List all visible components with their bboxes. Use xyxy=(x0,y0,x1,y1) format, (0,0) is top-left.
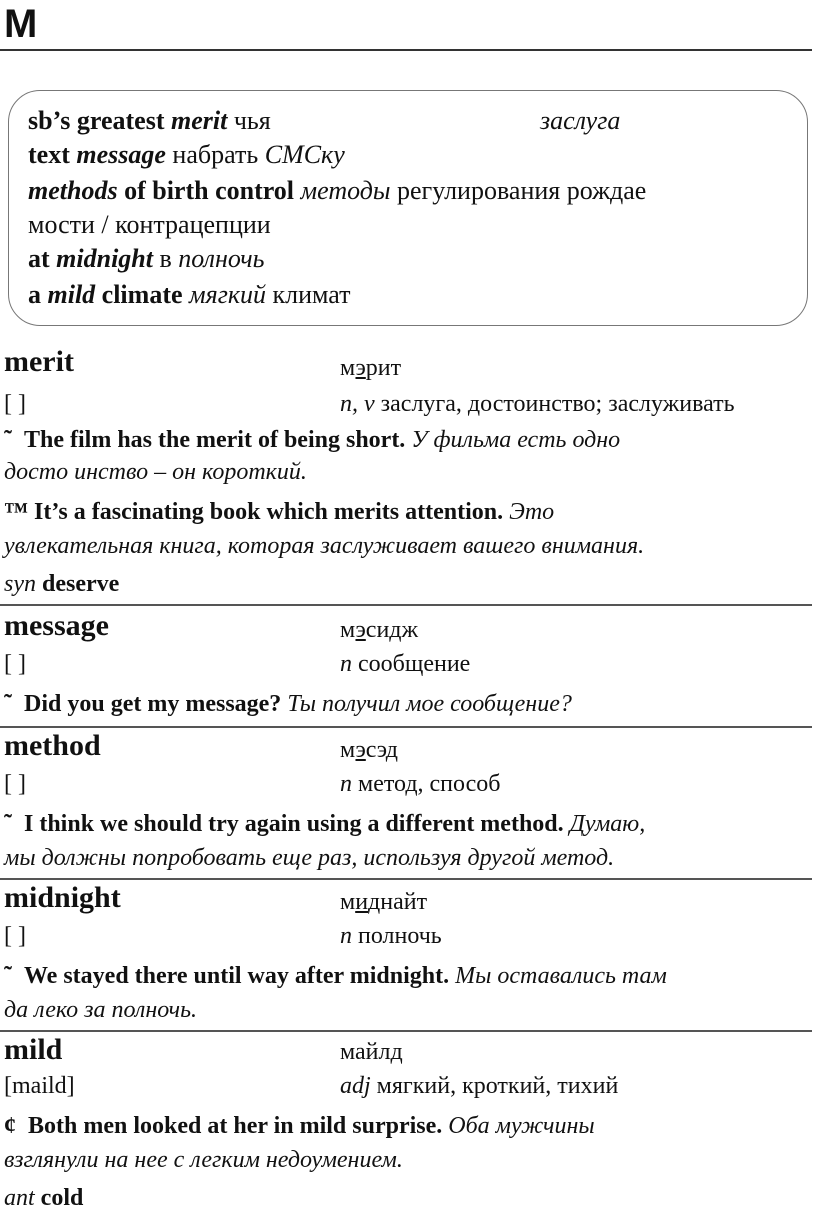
phrase-line: мости / контрацепции xyxy=(28,210,271,239)
section-letter: M xyxy=(4,2,38,46)
antonym: ant cold xyxy=(4,1185,84,1211)
headword: midnight xyxy=(4,881,121,914)
entry-divider xyxy=(0,1030,812,1032)
example-translation: да леко за полночь. xyxy=(4,997,198,1023)
example: ™ It’s a fascinating book which merits attention. Это xyxy=(4,499,555,525)
entry-divider xyxy=(0,604,812,606)
example: ˜ Did you get my message? Ты получил мое сообщение? xyxy=(4,691,572,717)
header-rule xyxy=(0,49,812,51)
phrase-line: methods of birth control методы регулирования рождае xyxy=(28,176,647,205)
example: ¢ Both men looked at her in mild surprise. Оба мужчины xyxy=(4,1113,595,1139)
example-translation: взглянули на нее с легким недоумением. xyxy=(4,1147,403,1173)
transcription: [ ] xyxy=(4,651,26,677)
pronunciation: мэрит xyxy=(340,355,402,381)
entry-divider xyxy=(0,726,812,728)
definition: adj мягкий, кроткий, тихий xyxy=(340,1073,619,1099)
definition: n метод, способ xyxy=(340,771,501,797)
headword: mild xyxy=(4,1033,63,1066)
headword: merit xyxy=(4,345,74,378)
phrase-line: sb’s greatest merit чья xyxy=(28,106,271,135)
pronunciation: миднайт xyxy=(340,889,428,915)
headword: message xyxy=(4,609,109,642)
example-translation: увлекательная книга, которая заслуживает вашего внимания. xyxy=(4,533,645,559)
phrase-line: a mild climate мягкий климат xyxy=(28,280,351,309)
definition: n сообщение xyxy=(340,651,471,677)
phrase-line: text message набрать СМСку xyxy=(28,140,345,169)
transcription: [ ] xyxy=(4,923,26,949)
example: ˜ We stayed there until way after midnight. Мы оставались там xyxy=(4,963,667,989)
headword: method xyxy=(4,729,101,762)
pronunciation: мэсэд xyxy=(340,737,399,763)
transcription: [ ] xyxy=(4,391,26,417)
synonym: syn deserve xyxy=(4,571,120,597)
entry-divider xyxy=(0,878,812,880)
example: ˜ I think we should try again using a different method. Думаю, xyxy=(4,811,646,837)
example-translation: досто инство – он короткий. xyxy=(4,459,307,485)
example-translation: мы должны попробовать еще раз, используя другой метод. xyxy=(4,845,615,871)
transcription: [ ] xyxy=(4,771,26,797)
phrase-translation: заслуга xyxy=(540,106,621,135)
example: ˜ The film has the merit of being short. У фильма есть одно xyxy=(4,427,621,453)
phrase-line: at midnight в полночь xyxy=(28,244,265,273)
definition: n, v заслуга, достоинство; заслуживать xyxy=(340,391,735,417)
definition: n полночь xyxy=(340,923,442,949)
pronunciation: мэсидж xyxy=(340,617,419,643)
transcription: [maild] xyxy=(4,1073,75,1099)
pronunciation: майлд xyxy=(340,1039,403,1065)
